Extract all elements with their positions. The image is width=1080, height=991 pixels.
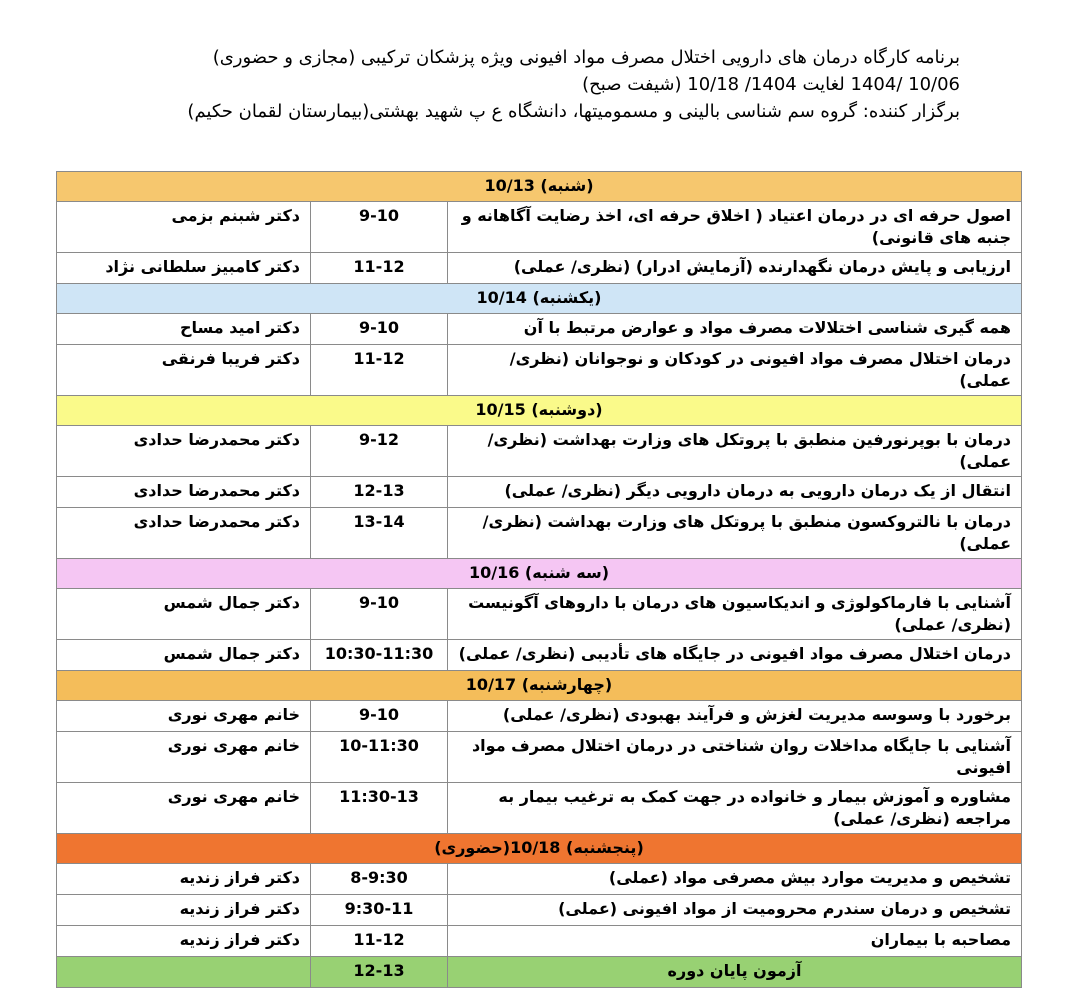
session-topic: درمان اختلال مصرف مواد افیونی در کودکان و نوجوانان (نظری/ عملی) <box>448 345 1022 396</box>
session-topic: آشنایی با فارماکولوژی و اندیکاسیون های درمان با داروهای آگونیست (نظری/ عملی) <box>448 589 1022 640</box>
table-row <box>57 783 1022 834</box>
session-instructor: دکتر فراز زندیه <box>57 926 311 957</box>
day-title: (پنجشنبه) 10/18(حضوری) <box>57 834 1022 864</box>
header-organizer: برگزار کننده: گروه سم شناسی بالینی و مسمومیتها، دانشگاه ع پ شهید بهشتی(بیمارستان لقمان حکیم) <box>187 101 960 122</box>
session-instructor: دکتر محمدرضا حدادی <box>57 426 311 477</box>
day-header-row <box>57 284 1022 314</box>
day-header-row <box>57 559 1022 589</box>
session-instructor: خانم مهری نوری <box>57 732 311 783</box>
table-row <box>57 864 1022 895</box>
session-time: 9-10 <box>311 589 448 640</box>
header-dates: 10/06 /1404 لغایت 1404/ 10/18 (شیفت صبح) <box>582 74 960 95</box>
day-title: (یکشنبه) 10/14 <box>57 284 1022 314</box>
day-title: (چهارشنبه) 10/17 <box>57 671 1022 701</box>
session-time: 9-10 <box>311 314 448 345</box>
session-instructor: دکتر جمال شمس <box>57 589 311 640</box>
session-topic: درمان با بوپرنورفین منطبق با پروتکل های وزارت بهداشت (نظری/ عملی) <box>448 426 1022 477</box>
session-topic: مشاوره و آموزش بیمار و خانواده در جهت کمک به ترغیب بیمار به مراجعه (نظری/ عملی) <box>448 783 1022 834</box>
exam-time: 12-13 <box>311 957 448 988</box>
session-time: 10-11:30 <box>311 732 448 783</box>
session-topic: درمان اختلال مصرف مواد افیونی در جایگاه های تأدیبی (نظری/ عملی) <box>448 640 1022 671</box>
session-topic: تشخیص و درمان سندرم محرومیت از مواد افیونی (عملی) <box>448 895 1022 926</box>
session-time: 9:30-11 <box>311 895 448 926</box>
header-title: برنامه کارگاه درمان های دارویی اختلال مصرف مواد افیونی ویژه پزشکان ترکیبی (مجازی و حضوری) <box>212 47 960 68</box>
day-header-row <box>57 172 1022 202</box>
table-row <box>57 426 1022 477</box>
session-instructor: دکتر امید مساح <box>57 314 311 345</box>
session-topic: آشنایی با جایگاه مداخلات روان شناختی در درمان اختلال مصرف مواد افیونی <box>448 732 1022 783</box>
table-row <box>57 589 1022 640</box>
session-topic: مصاحبه با بیماران <box>448 926 1022 957</box>
table-row <box>57 508 1022 559</box>
day-title: (شنبه) 10/13 <box>57 172 1022 202</box>
session-instructor: خانم مهری نوری <box>57 701 311 732</box>
session-instructor: دکتر شبنم بزمی <box>57 202 311 253</box>
session-time: 13-14 <box>311 508 448 559</box>
session-instructor: دکتر فراز زندیه <box>57 895 311 926</box>
day-title: (سه شنبه) 10/16 <box>57 559 1022 589</box>
session-topic: برخورد با وسوسه مدیریت لغزش و فرآیند بهبودی (نظری/ عملی) <box>448 701 1022 732</box>
document-header <box>60 44 960 125</box>
session-time: 9-10 <box>311 701 448 732</box>
session-instructor: دکتر فریبا فرنقی <box>57 345 311 396</box>
table-row <box>57 253 1022 284</box>
session-time: 9-10 <box>311 202 448 253</box>
session-instructor: دکتر کامبیز سلطانی نژاد <box>57 253 311 284</box>
session-time: 11-12 <box>311 253 448 284</box>
session-time: 9-12 <box>311 426 448 477</box>
table-row <box>57 202 1022 253</box>
day-header-row <box>57 671 1022 701</box>
session-time: 12-13 <box>311 477 448 508</box>
session-instructor: خانم مهری نوری <box>57 783 311 834</box>
table-row <box>57 926 1022 957</box>
session-topic: ارزیابی و پایش درمان نگهدارنده (آزمایش ادرار) (نظری/ عملی) <box>448 253 1022 284</box>
day-title: (دوشنبه) 10/15 <box>57 396 1022 426</box>
table-row <box>57 477 1022 508</box>
session-topic: تشخیص و مدیریت موارد بیش مصرفی مواد (عملی) <box>448 864 1022 895</box>
session-topic: اصول حرفه ای در درمان اعتیاد ( اخلاق حرفه ای، اخذ رضایت آگاهانه و جنبه های قانونی) <box>448 202 1022 253</box>
session-instructor: دکتر فراز زندیه <box>57 864 311 895</box>
session-instructor: دکتر محمدرضا حدادی <box>57 508 311 559</box>
session-time: 8-9:30 <box>311 864 448 895</box>
session-time: 11:30-13 <box>311 783 448 834</box>
exam-row <box>57 957 1022 988</box>
session-time: 11-12 <box>311 926 448 957</box>
session-topic: انتقال از یک درمان دارویی به درمان دارویی دیگر (نظری/ عملی) <box>448 477 1022 508</box>
exam-instructor <box>57 957 311 988</box>
session-instructor: دکتر محمدرضا حدادی <box>57 477 311 508</box>
session-instructor: دکتر جمال شمس <box>57 640 311 671</box>
day-header-row <box>57 396 1022 426</box>
session-topic: همه گیری شناسی اختلالات مصرف مواد و عوارض مرتبط با آن <box>448 314 1022 345</box>
session-time: 11-12 <box>311 345 448 396</box>
table-row <box>57 314 1022 345</box>
table-row <box>57 895 1022 926</box>
table-row <box>57 640 1022 671</box>
table-row <box>57 732 1022 783</box>
day-header-row <box>57 834 1022 864</box>
session-time: 10:30-11:30 <box>311 640 448 671</box>
table-row <box>57 345 1022 396</box>
session-topic: درمان با نالتروکسون منطبق با پروتکل های وزارت بهداشت (نظری/ عملی) <box>448 508 1022 559</box>
schedule-table <box>56 171 1022 988</box>
table-row <box>57 701 1022 732</box>
exam-title: آزمون پایان دوره <box>448 957 1022 988</box>
